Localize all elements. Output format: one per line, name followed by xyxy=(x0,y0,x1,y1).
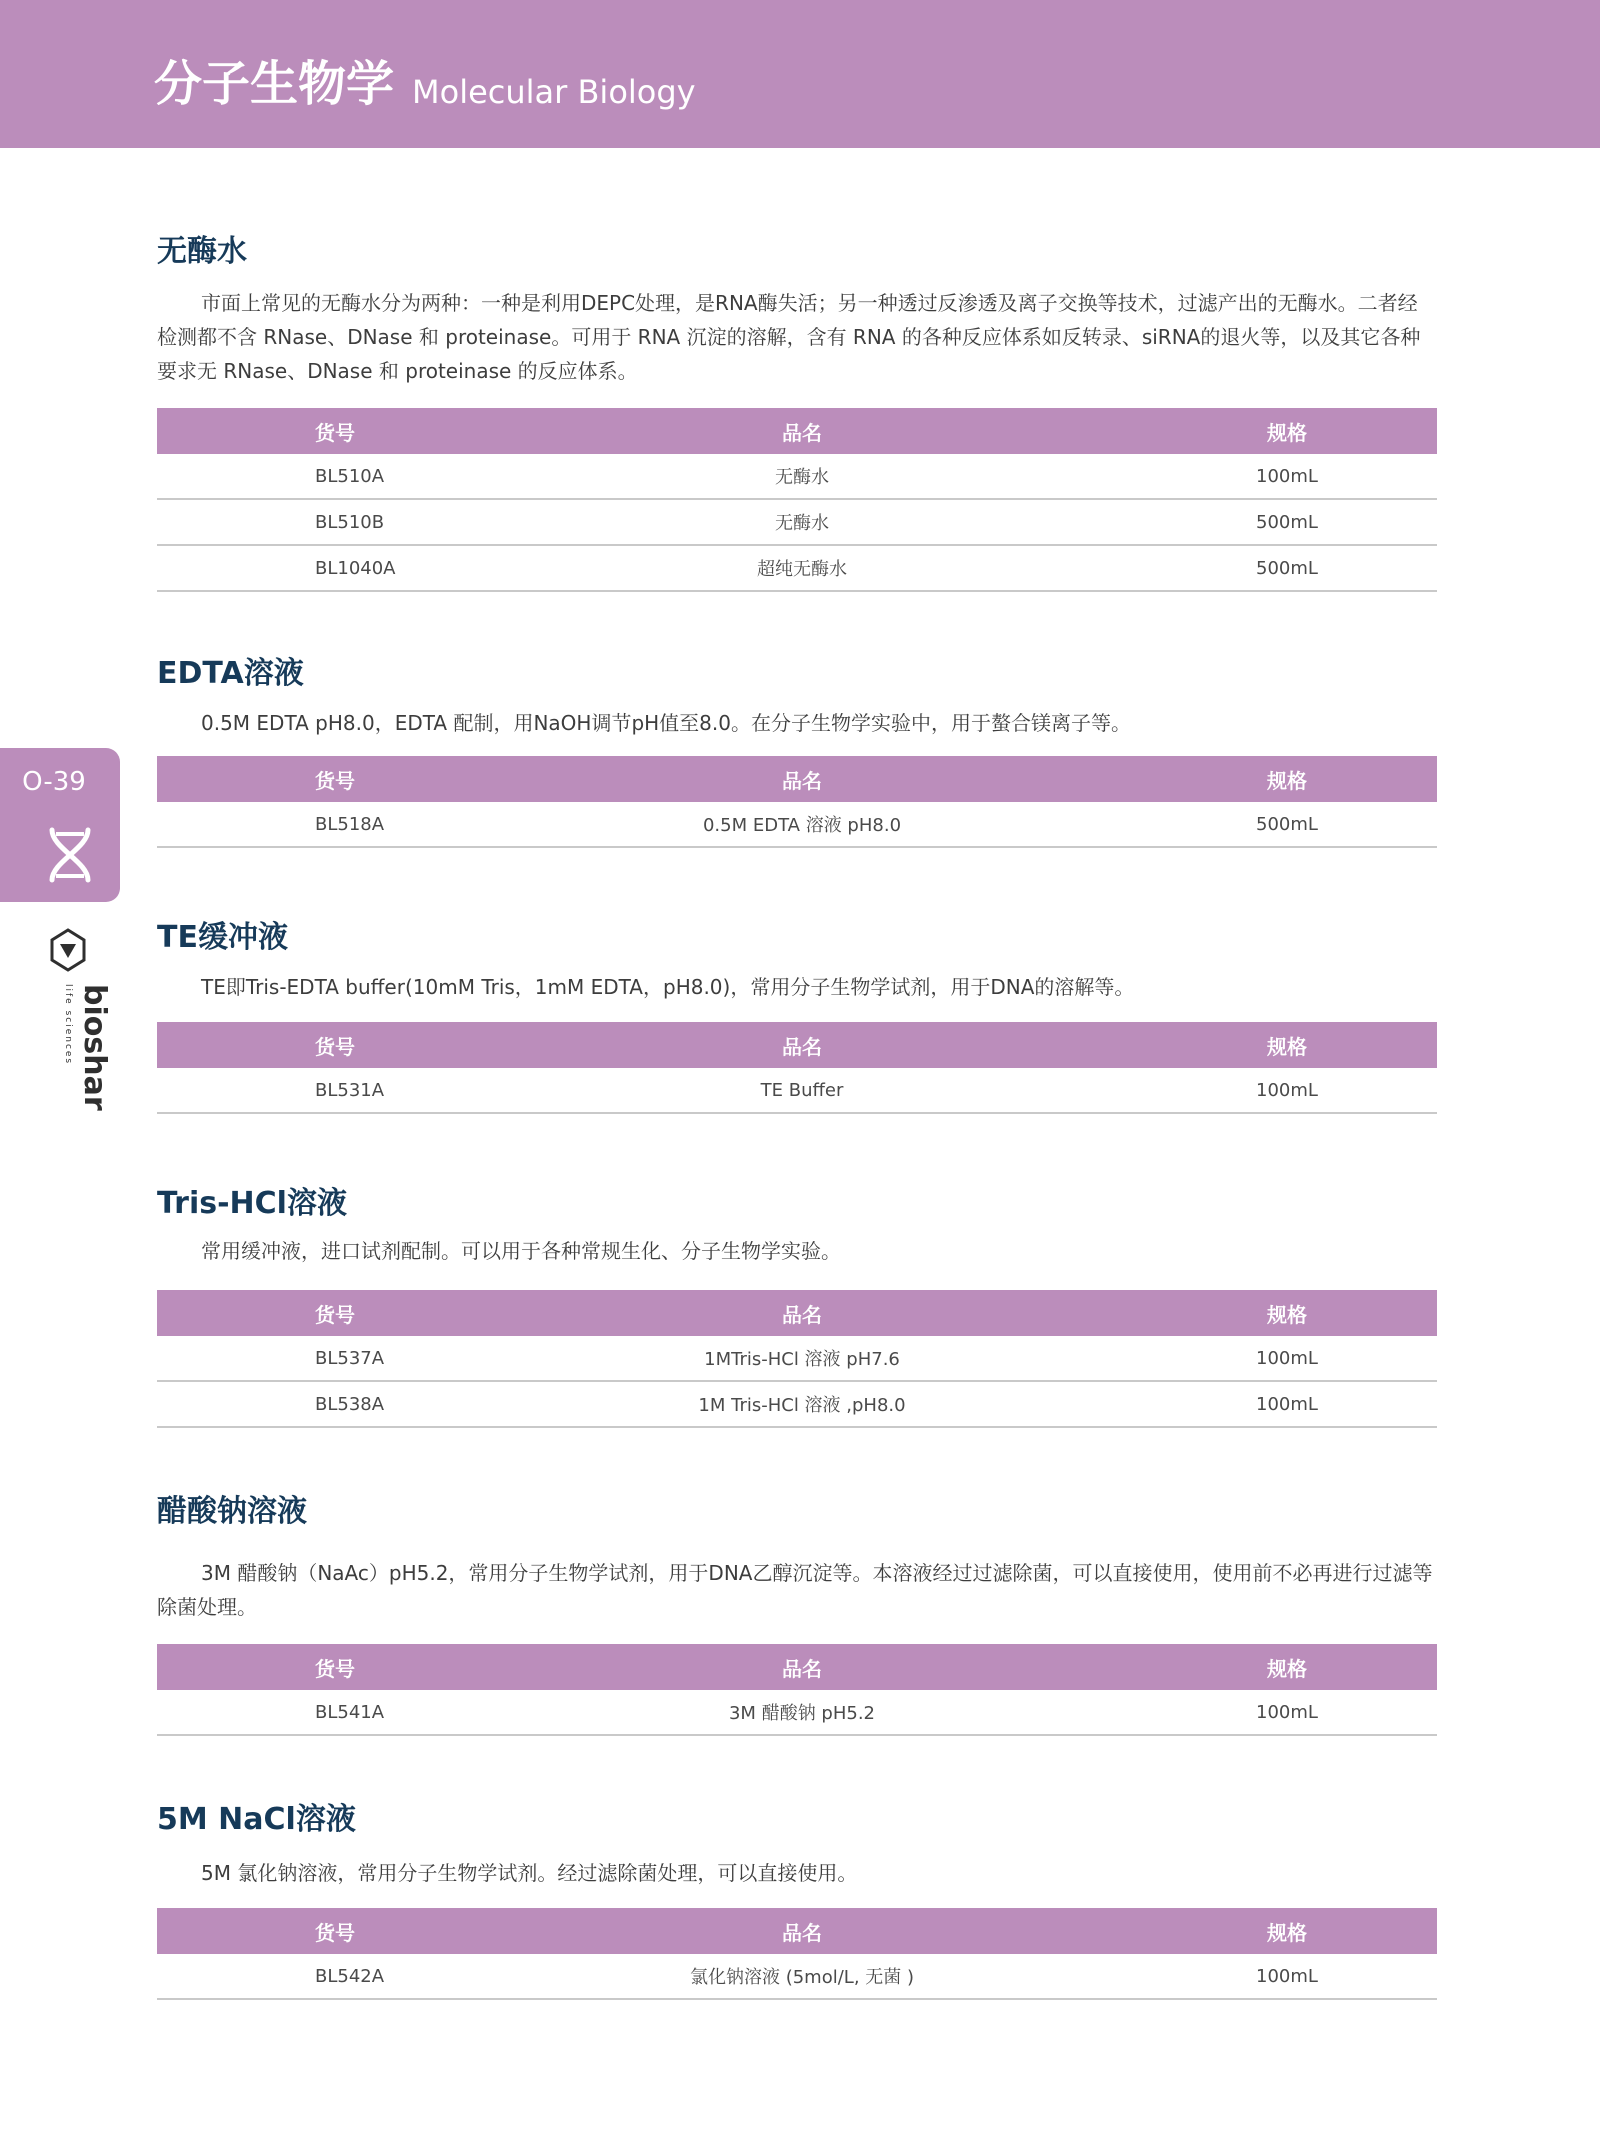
header-name: 品名 xyxy=(782,420,822,445)
section-description: TE即Tris-EDTA buffer(10mM Tris，1mM EDTA，pH8.0)，常用分子生物学试剂，用于DNA的溶解等。 xyxy=(201,975,1135,999)
bioshar-logo xyxy=(48,928,112,1128)
cell-code: BL518A xyxy=(315,813,385,835)
cell-spec: 100mL xyxy=(1256,1393,1318,1415)
cell-name: TE Buffer xyxy=(760,1079,844,1101)
product-table xyxy=(157,1022,1437,1114)
header-code: 货号 xyxy=(315,768,355,793)
header-code: 货号 xyxy=(315,1656,355,1681)
product-table xyxy=(157,408,1437,592)
cell-name: 氯化钠溶液 (5mol/L, 无菌 ) xyxy=(689,1967,915,1988)
page-number: O-39 xyxy=(22,767,86,797)
header-code: 货号 xyxy=(315,420,355,445)
header-code: 货号 xyxy=(315,1920,355,1945)
section-title: 5M NaCl溶液 xyxy=(157,1802,356,1837)
section-description: 常用缓冲液，进口试剂配制。可以用于各种常规生化、分子生物学实验。 xyxy=(201,1239,841,1263)
table-row xyxy=(157,1336,1437,1382)
table-header xyxy=(157,408,1437,454)
header-spec: 规格 xyxy=(1267,420,1307,445)
header-name: 品名 xyxy=(782,1302,822,1327)
table-row xyxy=(157,454,1437,500)
cell-code: BL537A xyxy=(315,1347,385,1369)
cell-spec: 500mL xyxy=(1256,813,1318,835)
header-code: 货号 xyxy=(315,1302,355,1327)
cell-spec: 100mL xyxy=(1256,1965,1318,1987)
section-description: 3M 醋酸钠（NaAc）pH5.2，常用分子生物学试剂，用于DNA乙醇沉淀等。本溶液经过过滤除菌，可以直接使用，使用前不必再进行过滤等除菌处理。 xyxy=(157,1561,1433,1619)
cell-code: BL538A xyxy=(315,1393,385,1415)
product-table xyxy=(157,1644,1437,1736)
section-description: 5M 氯化钠溶液，常用分子生物学试剂。经过滤除菌处理，可以直接使用。 xyxy=(201,1861,858,1885)
cell-spec: 100mL xyxy=(1256,1079,1318,1101)
header-name: 品名 xyxy=(782,1034,822,1059)
cell-code: BL542A xyxy=(315,1965,385,1987)
table-header xyxy=(157,1022,1437,1068)
dna-icon xyxy=(44,826,96,884)
table-header xyxy=(157,1290,1437,1336)
header-spec: 规格 xyxy=(1267,768,1307,793)
section-title: 醋酸钠溶液 xyxy=(157,1494,307,1529)
header-title-en: Molecular Biology xyxy=(412,73,696,111)
cell-name: 1M Tris-HCl 溶液 ,pH8.0 xyxy=(698,1395,906,1416)
cell-code: BL510A xyxy=(315,465,385,487)
cell-code: BL1040A xyxy=(315,557,396,579)
header-code: 货号 xyxy=(315,1034,355,1059)
cell-spec: 100mL xyxy=(1256,465,1318,487)
header-spec: 规格 xyxy=(1267,1920,1307,1945)
section-title: 无酶水 xyxy=(157,234,247,269)
section-description: 0.5M EDTA pH8.0，EDTA 配制，用NaOH调节pH值至8.0。在分子生物学实验中，用于螯合镁离子等。 xyxy=(201,711,1131,735)
table-row xyxy=(157,1954,1437,2000)
product-table xyxy=(157,1290,1437,1428)
cell-spec: 100mL xyxy=(1256,1701,1318,1723)
table-row xyxy=(157,500,1437,546)
table-row xyxy=(157,1068,1437,1114)
cell-code: BL531A xyxy=(315,1079,385,1101)
cell-name: 1MTris-HCl 溶液 pH7.6 xyxy=(704,1349,900,1370)
header-name: 品名 xyxy=(782,1920,822,1945)
cell-spec: 500mL xyxy=(1256,557,1318,579)
logo-word: bioshar xyxy=(77,984,112,1111)
header-spec: 规格 xyxy=(1267,1034,1307,1059)
header-name: 品名 xyxy=(782,1656,822,1681)
cell-spec: 100mL xyxy=(1256,1347,1318,1369)
table-row xyxy=(157,1382,1437,1428)
cell-name: 0.5M EDTA 溶液 pH8.0 xyxy=(702,815,902,836)
table-row xyxy=(157,546,1437,592)
header-title-cn: 分子生物学 xyxy=(154,56,395,112)
table-header xyxy=(157,756,1437,802)
section-title: EDTA溶液 xyxy=(157,656,304,691)
product-table xyxy=(157,1908,1437,2000)
cell-name: 无酶水 xyxy=(775,467,829,488)
cell-code: BL541A xyxy=(315,1701,385,1723)
header-spec: 规格 xyxy=(1267,1656,1307,1681)
section-description: 市面上常见的无酶水分为两种：一种是利用DEPC处理，是RNA酶失活；另一种透过反渗透及离子交换等技术，过滤产出的无酶水。二者经检测都不含 RNase、DNase 和 proteinase。可用于 RNA 沉淀的溶解，含有 RNA 的各种反应体系如反转录、siRNA的退火等，以及其它各种要求无 RNase、DNase 和 proteinase 的反应体系。 xyxy=(157,291,1421,383)
header-name: 品名 xyxy=(782,768,822,793)
table-row xyxy=(157,1690,1437,1736)
logo-mark-icon xyxy=(50,928,86,972)
table-header xyxy=(157,1644,1437,1690)
section-title: TE缓冲液 xyxy=(157,920,288,955)
page-number-tab xyxy=(0,748,120,902)
section-title: Tris-HCl溶液 xyxy=(157,1186,347,1221)
logo-subtitle: life sciences xyxy=(63,984,73,1066)
cell-name: 3M 醋酸钠 pH5.2 xyxy=(728,1703,875,1724)
cell-code: BL510B xyxy=(315,511,385,533)
cell-spec: 500mL xyxy=(1256,511,1318,533)
cell-name: 无酶水 xyxy=(775,513,829,534)
table-row xyxy=(157,802,1437,848)
page-header xyxy=(0,0,1600,148)
product-table xyxy=(157,756,1437,848)
cell-name: 超纯无酶水 xyxy=(757,559,847,580)
header-spec: 规格 xyxy=(1267,1302,1307,1327)
table-header xyxy=(157,1908,1437,1954)
